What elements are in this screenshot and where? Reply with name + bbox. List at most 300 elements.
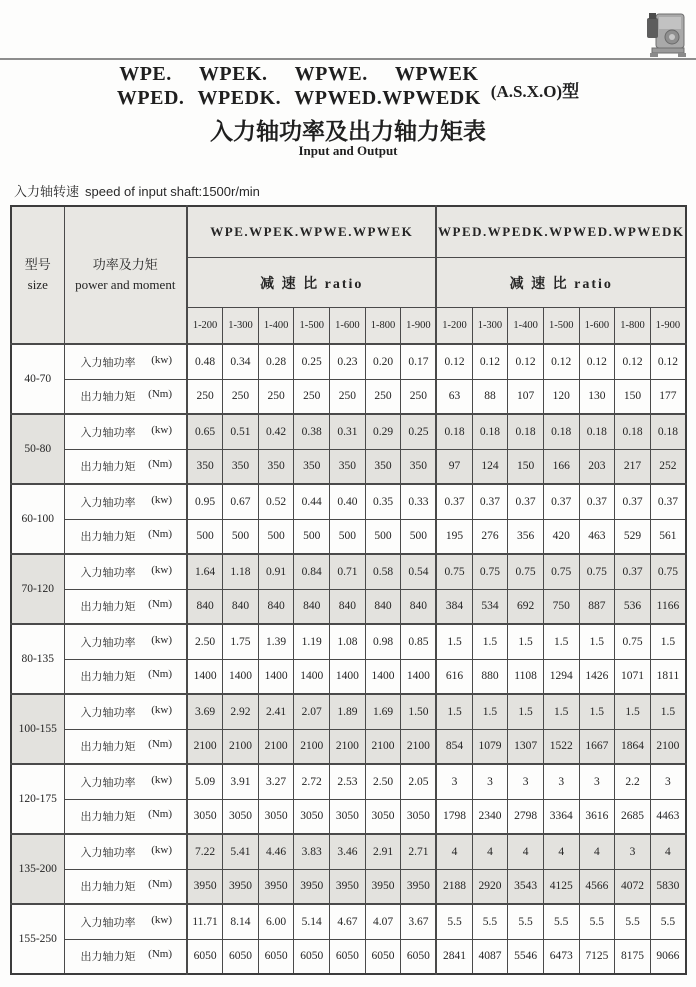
torque-value: 276 <box>472 519 508 554</box>
torque-value: 6050 <box>294 939 330 974</box>
torque-value: 3050 <box>187 799 223 834</box>
power-row-label <box>64 624 187 659</box>
torque-value: 2100 <box>294 729 330 764</box>
power-value: 2.05 <box>401 764 437 799</box>
power-value: 3.27 <box>258 764 294 799</box>
torque-label-text: 出力轴力矩 <box>80 460 136 474</box>
torque-value: 1811 <box>650 659 686 694</box>
torque-value: 500 <box>294 519 330 554</box>
power-value: 0.33 <box>401 484 437 519</box>
power-value: 0.52 <box>258 484 294 519</box>
torque-value: 840 <box>223 589 259 624</box>
power-row-label <box>64 694 187 729</box>
ratio-header: 1-600 <box>330 308 366 345</box>
power-value: 0.37 <box>508 484 544 519</box>
size-header-cn: 型号 <box>24 257 51 272</box>
torque-label-text: 出力轴力矩 <box>80 880 136 894</box>
torque-value: 2340 <box>472 799 508 834</box>
power-unit: (kw) <box>151 703 172 716</box>
power-unit: (kw) <box>151 353 172 366</box>
ratio-header: 1-300 <box>223 308 259 345</box>
power-value: 0.17 <box>401 344 437 379</box>
torque-value: 750 <box>543 589 579 624</box>
torque-value: 8175 <box>615 939 651 974</box>
torque-value: 840 <box>401 589 437 624</box>
torque-row-label <box>64 379 187 414</box>
power-value: 4 <box>579 834 615 869</box>
power-value: 4 <box>650 834 686 869</box>
power-value: 1.5 <box>543 624 579 659</box>
power-value: 1.5 <box>508 624 544 659</box>
power-value: 2.07 <box>294 694 330 729</box>
torque-value: 3050 <box>223 799 259 834</box>
power-value: 0.75 <box>508 554 544 589</box>
power-value: 5.14 <box>294 904 330 939</box>
torque-value: 500 <box>223 519 259 554</box>
torque-row <box>11 519 686 554</box>
title-block <box>0 62 696 110</box>
power-value: 4.46 <box>258 834 294 869</box>
power-value: 0.12 <box>436 344 472 379</box>
subtitle-english: Input and Output <box>298 143 398 158</box>
power-value: 5.5 <box>579 904 615 939</box>
power-value: 0.84 <box>294 554 330 589</box>
torque-row-label <box>64 519 187 554</box>
torque-value: 840 <box>330 589 366 624</box>
power-value: 0.35 <box>365 484 401 519</box>
torque-value: 420 <box>543 519 579 554</box>
torque-value: 97 <box>436 449 472 484</box>
torque-label-text: 出力轴力矩 <box>80 670 136 684</box>
power-value: 3 <box>436 764 472 799</box>
ratio-header: 1-900 <box>401 308 437 345</box>
torque-unit: (Nm) <box>148 458 172 471</box>
torque-unit: (Nm) <box>148 388 172 401</box>
ratio-header: 1-200 <box>436 308 472 345</box>
power-value: 5.5 <box>543 904 579 939</box>
power-value: 4.07 <box>365 904 401 939</box>
group1-ratio-label: 减 速 比 ratio <box>187 258 436 308</box>
power-value: 1.39 <box>258 624 294 659</box>
power-value: 3.46 <box>330 834 366 869</box>
power-value: 1.5 <box>436 694 472 729</box>
torque-value: 6050 <box>187 939 223 974</box>
torque-value: 2100 <box>650 729 686 764</box>
torque-value: 1400 <box>401 659 437 694</box>
power-header-en: power and moment <box>75 277 176 292</box>
torque-value: 150 <box>508 449 544 484</box>
ratio-header: 1-600 <box>579 308 615 345</box>
power-row <box>11 904 686 939</box>
power-label-text: 入力轴功率 <box>80 635 136 649</box>
power-unit: (kw) <box>151 913 172 926</box>
torque-value: 692 <box>508 589 544 624</box>
torque-unit: (Nm) <box>148 948 172 961</box>
power-value: 1.5 <box>650 624 686 659</box>
power-value: 0.20 <box>365 344 401 379</box>
power-value: 0.31 <box>330 414 366 449</box>
power-value: 0.44 <box>294 484 330 519</box>
power-row <box>11 414 686 449</box>
torque-row <box>11 729 686 764</box>
table-body <box>11 344 686 974</box>
torque-value: 120 <box>543 379 579 414</box>
torque-label-text: 出力轴力矩 <box>80 740 136 754</box>
power-value: 0.98 <box>365 624 401 659</box>
torque-value: 4087 <box>472 939 508 974</box>
power-value: 0.37 <box>543 484 579 519</box>
power-row <box>11 764 686 799</box>
power-value: 1.5 <box>615 694 651 729</box>
power-value: 0.29 <box>365 414 401 449</box>
torque-value: 350 <box>258 449 294 484</box>
header-rule <box>0 58 696 60</box>
torque-row <box>11 659 686 694</box>
torque-value: 130 <box>579 379 615 414</box>
input-speed-note <box>14 181 260 200</box>
torque-row-label <box>64 729 187 764</box>
power-value: 0.95 <box>187 484 223 519</box>
group2-title: WPED.WPEDK.WPWED.WPWEDK <box>436 206 686 258</box>
power-value: 0.18 <box>579 414 615 449</box>
power-value: 1.5 <box>579 694 615 729</box>
power-row-label <box>64 764 187 799</box>
torque-value: 1400 <box>294 659 330 694</box>
torque-value: 463 <box>579 519 615 554</box>
power-value: 8.14 <box>223 904 259 939</box>
torque-value: 3050 <box>401 799 437 834</box>
power-value: 0.75 <box>650 554 686 589</box>
type-suffix: (A.S.X.O)型 <box>490 81 580 101</box>
power-value: 4 <box>472 834 508 869</box>
size-cell: 80-135 <box>11 624 64 694</box>
torque-value: 616 <box>436 659 472 694</box>
power-value: 4.67 <box>330 904 366 939</box>
torque-value: 250 <box>223 379 259 414</box>
power-value: 3 <box>472 764 508 799</box>
power-unit: (kw) <box>151 493 172 506</box>
power-value: 0.18 <box>543 414 579 449</box>
torque-value: 3050 <box>294 799 330 834</box>
torque-value: 107 <box>508 379 544 414</box>
power-label-text: 入力轴功率 <box>80 495 136 509</box>
speed-note-en: speed of input shaft:1500r/min <box>85 184 260 199</box>
power-value: 2.71 <box>401 834 437 869</box>
size-cell: 50-80 <box>11 414 64 484</box>
torque-value: 150 <box>615 379 651 414</box>
power-value: 1.69 <box>365 694 401 729</box>
ratio-header: 1-500 <box>543 308 579 345</box>
torque-value: 840 <box>187 589 223 624</box>
power-torque-table <box>10 205 687 975</box>
power-value: 3 <box>508 764 544 799</box>
torque-value: 2100 <box>401 729 437 764</box>
torque-value: 854 <box>436 729 472 764</box>
torque-value: 3050 <box>330 799 366 834</box>
torque-value: 1400 <box>223 659 259 694</box>
power-value: 0.12 <box>508 344 544 379</box>
torque-value: 1108 <box>508 659 544 694</box>
power-label-text: 入力轴功率 <box>80 705 136 719</box>
power-unit: (kw) <box>151 563 172 576</box>
torque-row-label <box>64 449 187 484</box>
torque-value: 1667 <box>579 729 615 764</box>
torque-value: 1798 <box>436 799 472 834</box>
torque-value: 6050 <box>330 939 366 974</box>
torque-label-text: 出力轴力矩 <box>80 600 136 614</box>
torque-value: 561 <box>650 519 686 554</box>
power-value: 0.37 <box>579 484 615 519</box>
power-value: 2.72 <box>294 764 330 799</box>
torque-value: 250 <box>187 379 223 414</box>
torque-value: 3050 <box>258 799 294 834</box>
speed-note-cn: 入力轴转速 <box>14 184 80 199</box>
power-value: 0.75 <box>436 554 472 589</box>
power-value: 4 <box>508 834 544 869</box>
torque-value: 6050 <box>365 939 401 974</box>
power-value: 5.5 <box>650 904 686 939</box>
torque-value: 1400 <box>187 659 223 694</box>
ratio-header: 1-400 <box>258 308 294 345</box>
torque-value: 4463 <box>650 799 686 834</box>
power-value: 5.5 <box>436 904 472 939</box>
power-value: 2.50 <box>365 764 401 799</box>
torque-unit: (Nm) <box>148 808 172 821</box>
power-value: 0.12 <box>615 344 651 379</box>
power-value: 1.5 <box>436 624 472 659</box>
torque-value: 1864 <box>615 729 651 764</box>
power-value: 1.64 <box>187 554 223 589</box>
power-value: 0.38 <box>294 414 330 449</box>
ratio-header: 1-800 <box>365 308 401 345</box>
torque-value: 9066 <box>650 939 686 974</box>
power-moment-column-header <box>64 206 187 344</box>
power-value: 0.37 <box>472 484 508 519</box>
torque-row <box>11 799 686 834</box>
torque-unit: (Nm) <box>148 878 172 891</box>
torque-value: 1294 <box>543 659 579 694</box>
torque-value: 500 <box>187 519 223 554</box>
power-value: 0.58 <box>365 554 401 589</box>
ratio-header: 1-400 <box>508 308 544 345</box>
torque-value: 3950 <box>401 869 437 904</box>
torque-unit: (Nm) <box>148 668 172 681</box>
power-value: 1.89 <box>330 694 366 729</box>
torque-value: 203 <box>579 449 615 484</box>
power-value: 2.53 <box>330 764 366 799</box>
torque-value: 2100 <box>365 729 401 764</box>
power-value: 7.22 <box>187 834 223 869</box>
torque-value: 250 <box>258 379 294 414</box>
power-value: 4 <box>543 834 579 869</box>
torque-value: 1079 <box>472 729 508 764</box>
power-value: 2.50 <box>187 624 223 659</box>
torque-value: 500 <box>330 519 366 554</box>
torque-label-text: 出力轴力矩 <box>80 390 136 404</box>
power-value: 0.75 <box>472 554 508 589</box>
torque-value: 2100 <box>223 729 259 764</box>
torque-value: 1400 <box>330 659 366 694</box>
size-cell: 70-120 <box>11 554 64 624</box>
torque-value: 887 <box>579 589 615 624</box>
power-value: 0.48 <box>187 344 223 379</box>
torque-row <box>11 869 686 904</box>
power-label-text: 入力轴功率 <box>80 915 136 929</box>
power-header-cn: 功率及力矩 <box>92 257 158 272</box>
torque-value: 350 <box>330 449 366 484</box>
power-value: 6.00 <box>258 904 294 939</box>
power-row <box>11 554 686 589</box>
torque-row <box>11 379 686 414</box>
power-value: 1.5 <box>543 694 579 729</box>
power-value: 0.18 <box>472 414 508 449</box>
power-value: 0.40 <box>330 484 366 519</box>
torque-label-text: 出力轴力矩 <box>80 950 136 964</box>
size-cell: 155-250 <box>11 904 64 974</box>
power-label-text: 入力轴功率 <box>80 355 136 369</box>
torque-value: 2188 <box>436 869 472 904</box>
power-value: 0.37 <box>615 484 651 519</box>
torque-value: 6473 <box>543 939 579 974</box>
power-value: 2.2 <box>615 764 651 799</box>
torque-value: 252 <box>650 449 686 484</box>
power-label-text: 入力轴功率 <box>80 425 136 439</box>
gearbox-photo <box>642 4 688 60</box>
power-value: 0.75 <box>543 554 579 589</box>
power-value: 1.5 <box>472 624 508 659</box>
torque-value: 500 <box>401 519 437 554</box>
torque-value: 250 <box>294 379 330 414</box>
model-line-1: WPE. WPEK. WPWE. WPWEK <box>119 63 479 85</box>
power-value: 0.75 <box>579 554 615 589</box>
power-row-label <box>64 344 187 379</box>
power-row <box>11 624 686 659</box>
power-value: 0.37 <box>615 554 651 589</box>
torque-value: 177 <box>650 379 686 414</box>
power-value: 3 <box>543 764 579 799</box>
torque-value: 6050 <box>258 939 294 974</box>
power-value: 0.12 <box>650 344 686 379</box>
group2-ratio-label: 减 速 比 ratio <box>436 258 686 308</box>
power-row <box>11 694 686 729</box>
power-value: 0.42 <box>258 414 294 449</box>
torque-value: 5546 <box>508 939 544 974</box>
torque-value: 840 <box>258 589 294 624</box>
torque-value: 1071 <box>615 659 651 694</box>
power-value: 11.71 <box>187 904 223 939</box>
torque-value: 2100 <box>258 729 294 764</box>
power-value: 2.92 <box>223 694 259 729</box>
torque-unit: (Nm) <box>148 598 172 611</box>
torque-value: 3950 <box>330 869 366 904</box>
power-label-text: 入力轴功率 <box>80 845 136 859</box>
size-cell: 60-100 <box>11 484 64 554</box>
power-value: 5.09 <box>187 764 223 799</box>
torque-value: 529 <box>615 519 651 554</box>
power-value: 0.25 <box>294 344 330 379</box>
torque-value: 195 <box>436 519 472 554</box>
torque-value: 880 <box>472 659 508 694</box>
torque-row-label <box>64 799 187 834</box>
torque-value: 3543 <box>508 869 544 904</box>
torque-value: 350 <box>187 449 223 484</box>
torque-row-label <box>64 939 187 974</box>
power-value: 4 <box>436 834 472 869</box>
power-value: 0.54 <box>401 554 437 589</box>
torque-unit: (Nm) <box>148 528 172 541</box>
power-value: 0.67 <box>223 484 259 519</box>
torque-value: 3950 <box>258 869 294 904</box>
torque-value: 534 <box>472 589 508 624</box>
power-value: 0.12 <box>579 344 615 379</box>
power-value: 0.75 <box>615 624 651 659</box>
torque-value: 2100 <box>330 729 366 764</box>
torque-value: 840 <box>294 589 330 624</box>
power-value: 3 <box>615 834 651 869</box>
power-value: 0.34 <box>223 344 259 379</box>
power-value: 0.37 <box>436 484 472 519</box>
power-value: 3.91 <box>223 764 259 799</box>
torque-row-label <box>64 589 187 624</box>
power-value: 0.25 <box>401 414 437 449</box>
torque-value: 6050 <box>401 939 437 974</box>
power-value: 1.75 <box>223 624 259 659</box>
power-value: 3 <box>579 764 615 799</box>
power-row <box>11 834 686 869</box>
torque-value: 2798 <box>508 799 544 834</box>
power-row <box>11 484 686 519</box>
power-value: 1.5 <box>508 694 544 729</box>
power-value: 0.12 <box>543 344 579 379</box>
model-titles <box>117 62 481 110</box>
torque-value: 3950 <box>223 869 259 904</box>
torque-value: 4566 <box>579 869 615 904</box>
torque-value: 350 <box>365 449 401 484</box>
power-value: 0.23 <box>330 344 366 379</box>
power-value: 0.85 <box>401 624 437 659</box>
torque-row <box>11 449 686 484</box>
ratio-header: 1-300 <box>472 308 508 345</box>
torque-value: 3616 <box>579 799 615 834</box>
torque-value: 1426 <box>579 659 615 694</box>
power-value: 1.5 <box>579 624 615 659</box>
ratio-header: 1-200 <box>187 308 223 345</box>
power-row <box>11 344 686 379</box>
power-value: 1.19 <box>294 624 330 659</box>
power-value: 0.71 <box>330 554 366 589</box>
torque-value: 3050 <box>365 799 401 834</box>
torque-value: 3950 <box>365 869 401 904</box>
torque-value: 3364 <box>543 799 579 834</box>
size-cell: 40-70 <box>11 344 64 414</box>
torque-value: 2685 <box>615 799 651 834</box>
power-value: 2.41 <box>258 694 294 729</box>
torque-value: 2100 <box>187 729 223 764</box>
group1-title: WPE.WPEK.WPWE.WPWEK <box>187 206 436 258</box>
power-row-label <box>64 414 187 449</box>
size-column-header <box>11 206 64 344</box>
power-value: 0.28 <box>258 344 294 379</box>
power-value: 0.18 <box>508 414 544 449</box>
torque-row-label <box>64 869 187 904</box>
subtitle-chinese: 入力轴功率及出力轴力矩表 <box>210 119 486 144</box>
power-row-label <box>64 484 187 519</box>
torque-value: 124 <box>472 449 508 484</box>
ratio-header: 1-500 <box>294 308 330 345</box>
torque-row-label <box>64 659 187 694</box>
torque-value: 250 <box>330 379 366 414</box>
power-row-label <box>64 554 187 589</box>
